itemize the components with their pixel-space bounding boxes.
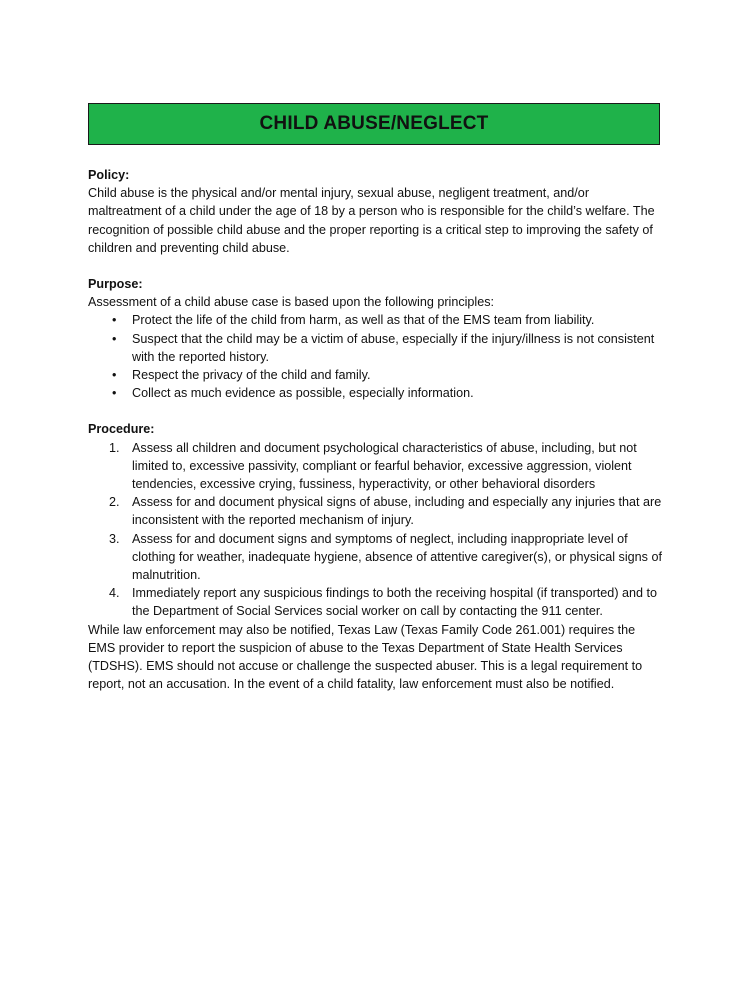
procedure-heading: Procedure:	[88, 422, 155, 437]
list-item-text: Collect as much evidence as possible, especially information.	[132, 386, 474, 401]
procedure-step-list	[88, 439, 664, 621]
procedure-closing-paragraph: While law enforcement may also be notified, Texas Law (Texas Family Code 261.001) requires the EMS provider to report the suspicion of abuse to the Texas Department of State Health Services (TDSHS). EMS should not accuse or challenge the suspected abuser. This is a legal requirement to report, not an accusation. In the event of a child fatality, law enforcement must also be notified.	[88, 622, 643, 692]
list-item	[88, 366, 664, 384]
policy-section	[88, 166, 664, 257]
list-item	[88, 584, 664, 620]
purpose-section	[88, 275, 664, 402]
document-page	[88, 103, 664, 693]
policy-heading: Policy:	[88, 168, 130, 182]
step-number: 3.	[109, 531, 120, 546]
list-item	[88, 439, 664, 494]
procedure-section	[88, 420, 664, 693]
bullet-icon: •	[112, 331, 117, 346]
list-item	[88, 311, 664, 329]
step-text: Assess all children and document psychological characteristics of abuse, including, but not limited to, excessive passivity, compliant or fearful behavior, excessive aggression, violent tendencies, excessive crying, fussiness, hyperactivity, or other behavioral disorders	[132, 440, 637, 492]
list-item	[88, 530, 664, 585]
list-item-text: Respect the privacy of the child and family.	[132, 368, 371, 383]
list-item	[88, 493, 664, 529]
policy-body: Child abuse is the physical and/or mental injury, sexual abuse, negligent treatment, and/or maltreatment of a child under the age of 18 by a person who is responsible for the child’s welfare. The recognition of possible child abuse and the proper reporting is a critical step to improving the safety of children and preventing child abuse.	[88, 186, 655, 255]
step-text: Assess for and document signs and symptoms of neglect, including inappropriate level of clothing for weather, inadequate hygiene, absence of attentive caregiver(s), or physical signs of malnutrition.	[132, 531, 662, 583]
bullet-icon: •	[112, 313, 117, 328]
list-item	[88, 330, 664, 366]
bullet-icon: •	[112, 386, 117, 401]
title-banner	[88, 103, 660, 145]
purpose-intro: Assessment of a child abuse case is based upon the following principles:	[88, 295, 495, 310]
step-number: 1.	[109, 440, 120, 455]
step-text: Assess for and document physical signs of abuse, including and especially any injuries that are inconsistent with the reported mechanism of injury.	[132, 495, 662, 528]
purpose-heading: Purpose:	[88, 277, 143, 292]
bullet-icon: •	[112, 368, 117, 383]
step-number: 2.	[109, 495, 120, 510]
step-text: Immediately report any suspicious findings to both the receiving hospital (if transported) and to the Department of Social Services social worker on call by contacting the 911 center.	[132, 586, 658, 619]
list-item-text: Protect the life of the child from harm, as well as that of the EMS team from liability.	[132, 313, 595, 328]
purpose-bullet-list	[88, 311, 664, 402]
page-title: CHILD ABUSE/NEGLECT	[259, 113, 489, 134]
step-number: 4.	[109, 586, 120, 601]
list-item	[88, 384, 664, 402]
list-item-text: Suspect that the child may be a victim of abuse, especially if the injury/illness is not consistent with the reported history.	[132, 331, 655, 364]
